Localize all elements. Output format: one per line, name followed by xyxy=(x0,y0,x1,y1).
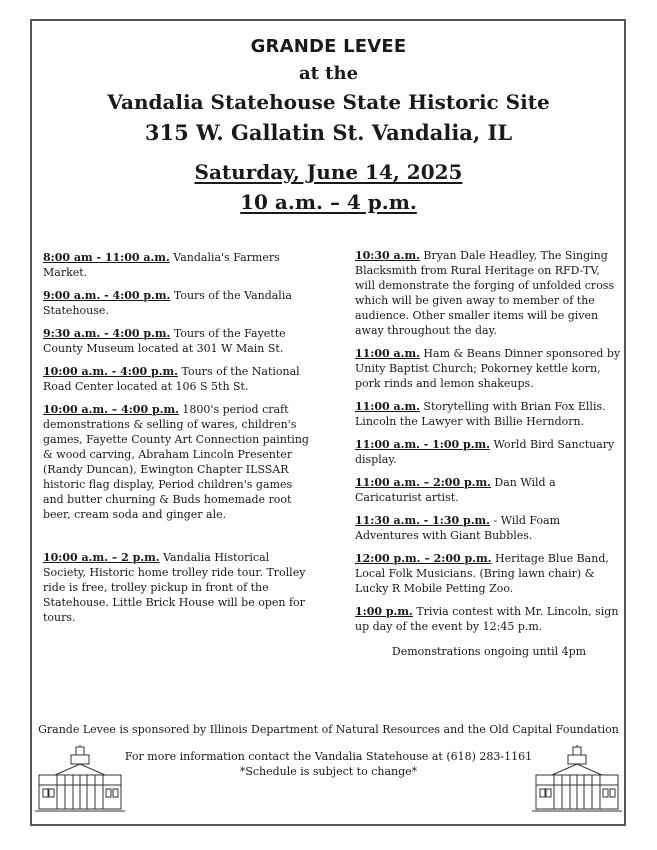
event-title: GRANDE LEVEE xyxy=(250,36,407,57)
schedule-item xyxy=(355,513,623,543)
schedule-item-time: 1:00 p.m. xyxy=(355,605,413,618)
schedule-item-text: Vandalia's Farmers Market. xyxy=(43,251,280,279)
schedule-item xyxy=(355,248,623,338)
schedule-item-text: Heritage Blue Band, Local Folk Musicians. (Bring lawn chair) & Lucky R Mobile Petting Zoo. xyxy=(355,552,609,595)
schedule-item-text: Ham & Beans Dinner sponsored by Unity Baptist Church; Pokorney kettle korn, pork rinds and lemon shakeups. xyxy=(355,347,621,390)
schedule-item-text: Storytelling with Brian Fox Ellis. Lincoln the Lawyer with Billie Herndorn. xyxy=(355,400,606,428)
schedule-item-time: 11:30 a.m. - 1:30 p.m. xyxy=(355,514,490,527)
event-title-connector: at the xyxy=(298,63,359,84)
schedule-item-time: 8:00 am - 11:00 a.m. xyxy=(43,251,170,264)
schedule-item xyxy=(43,550,315,625)
schedule-item xyxy=(43,326,315,356)
schedule-item xyxy=(355,475,623,505)
schedule-item xyxy=(43,364,315,394)
event-date: Saturday, June 14, 2025 xyxy=(194,160,463,184)
statehouse-icon xyxy=(35,745,125,813)
site-name: Vandalia Statehouse State Historic Site xyxy=(107,90,550,114)
schedule-item-time: 10:30 a.m. xyxy=(355,249,420,262)
schedule-item-text: Bryan Dale Headley, The Singing Blacksmith from Rural Heritage on RFD-TV, will demonstrate the forging of unfolded cross which will be given away to member of the audience. Other smaller items will be given away throughout the day. xyxy=(355,249,615,337)
schedule-item-time: 11:00 a.m. - 1:00 p.m. xyxy=(355,438,490,451)
schedule-item-text: World Bird Sanctuary display. xyxy=(355,438,615,466)
schedule-change-note: *Schedule is subject to change* xyxy=(239,765,418,778)
schedule-item-time: 11:00 a.m. – 2:00 p.m. xyxy=(355,476,491,489)
schedule-item-text: Dan Wild a Caricaturist artist. xyxy=(355,476,556,504)
schedule-item-time: 9:30 a.m. - 4:00 p.m. xyxy=(43,327,171,340)
schedule-item-time: 11:00 a.m. xyxy=(355,347,420,360)
schedule-item-text: 1800's period craft demonstrations & selling of wares, children's games, Fayette County Art Connection painting & wood carving, Abraham Lincoln Presenter (Randy Duncan), Ewington Chapter ILSSAR historic flag display, Period children's games and butter churning & Buds homemade root beer, cream soda and ginger ale. xyxy=(43,403,309,521)
schedule-item xyxy=(355,604,623,634)
schedule-item xyxy=(43,250,315,280)
schedule-item-time: 12:00 p.m. – 2:00 p.m. xyxy=(355,552,492,565)
schedule-item-time: 10:00 a.m. – 2 p.m. xyxy=(43,551,160,564)
schedule-item xyxy=(355,551,623,596)
schedule-item xyxy=(355,437,623,467)
schedule-item-time: 11:00 a.m. xyxy=(355,400,420,413)
schedule-item-text: Tours of the Fayette County Museum located at 301 W Main St. xyxy=(43,327,286,355)
sponsor-note: Grande Levee is sponsored by Illinois Department of Natural Resources and the Old Capital Foundation xyxy=(38,723,619,736)
schedule-right-column xyxy=(355,248,623,659)
schedule-item-text: Tours of the National Road Center located at 106 S 5th St. xyxy=(43,365,300,393)
schedule-left-column xyxy=(43,250,315,633)
schedule-item-time: 9:00 a.m. - 4:00 p.m. xyxy=(43,289,171,302)
schedule-item-text: Tours of the Vandalia Statehouse. xyxy=(43,289,292,317)
schedule-item-time: 10:00 a.m. - 4:00 p.m. xyxy=(43,365,178,378)
schedule-item-text: - Wild Foam Adventures with Giant Bubbles. xyxy=(355,514,561,542)
schedule-item xyxy=(355,346,623,391)
statehouse-icon xyxy=(532,745,622,813)
schedule-item-text: Vandalia Historical Society, Historic home trolley ride tour. Trolley ride is free, trolley pickup in front of the Statehouse. Little Brick House will be open for tours. xyxy=(43,551,306,624)
schedule-item-time: 10:00 a.m. – 4:00 p.m. xyxy=(43,403,179,416)
schedule-item-text: Trivia contest with Mr. Lincoln, sign up day of the event by 12:45 p.m. xyxy=(355,605,619,633)
ongoing-note: Demonstrations ongoing until 4pm xyxy=(391,645,587,658)
event-hours: 10 a.m. – 4 p.m. xyxy=(240,190,417,214)
contact-info: For more information contact the Vandalia Statehouse at (618) 283-1161 xyxy=(124,750,533,763)
site-address: 315 W. Gallatin St. Vandalia, IL xyxy=(144,120,513,145)
schedule-item xyxy=(355,399,623,429)
schedule-item xyxy=(43,288,315,318)
schedule-item xyxy=(43,402,315,522)
